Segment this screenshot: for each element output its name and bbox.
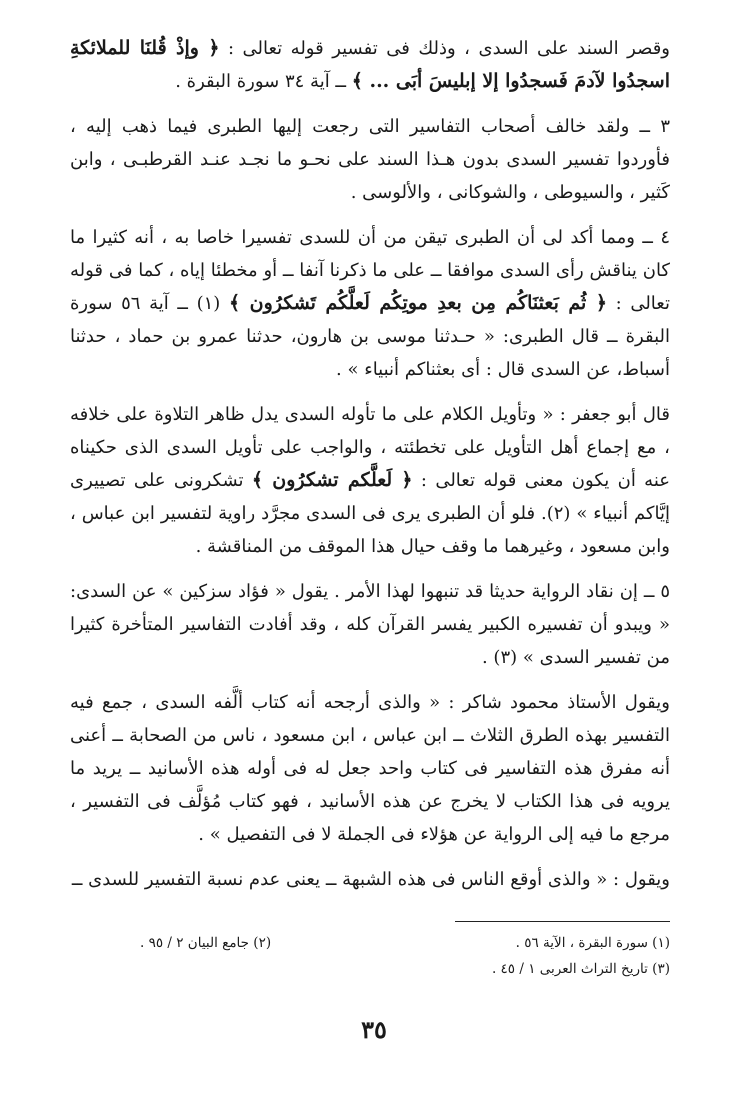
paragraph-text: ٥ ــ إن نقاد الرواية حديثا قد تنبهوا لهذا الأمر . يقول « فؤاد سزكين » عن السدى: « ويبدو أن تفسيره الكبير يفسر القرآن كله ، وقد أفادت التفاسير المتأخرة كثيرا من تفسير السدى » (٣) . [70, 581, 670, 668]
paragraph-5 [70, 575, 670, 674]
quran-verse: ﴿ ثُم بَعثنَاكُم مِن بعدِ موتِكُم لَعلَّكُم تَشكرُون ﴾ [228, 292, 607, 314]
paragraph-text: ويقول الأستاذ محمود شاكر : « والذى أرجحه أنه كتاب ألَّفه السدى ، جمع فيه التفسير بهذه الطرق الثلاث ــ ابن عباس ، ابن مسعود ، ناس من الصحابة ــ أعنى أنه مفرق هذه التفاسير فى كتاب واحد جعل له فى أوله هذه الأسانيد ــ يريد ما يرويه فى هذا الكتاب لا يخرج عن هذه الأسانيد ، فهو كتاب مُؤلَّف فى التفسير ، مرجع ما فيه إلى الرواية عن هؤلاء فى الجملة لا فى التفصيل » . [70, 692, 670, 845]
paragraph-text: قال أبو جعفر : « وتأويل الكلام على ما تأوله السدى يدل ظاهر التلاوة على خلافه ، مع إجماع أهل التأويل على تخطئته ، والواجب على تأويل السدى الذى حكيناه عنه أن يكون معنى قوله تعالى : [70, 404, 670, 491]
footnote-2: (٢) جامع البيان ٢ / ٩٥ . [140, 935, 272, 951]
footnote-row [140, 956, 670, 982]
quran-verse: ﴿ لَعلَّكم تشكرُون ﴾ [251, 469, 413, 491]
paragraph-text: (١) ــ آية ٥٦ سورة البقرة ــ قال الطبرى: « حـدثنا موسى بن هارون، حدثنا عمرو بن حماد ، حدثنا أسباط، عن السدى قال : أى بعثناكم أنبياء » . [70, 293, 670, 380]
footnote-1: (١) سورة البقرة ، الآية ٥٦ . [515, 935, 670, 951]
paragraph-text: ــ آية ٣٤ سورة البقرة . [175, 71, 352, 92]
footnote-divider [455, 921, 670, 922]
paragraph-text: تشكرونى على تصييرى إيَّاكم أنبياء » (٢). فلو أن الطبرى يرى فى السدى مجرَّد راوية لتفسير ابن عباس ، وابن مسعود ، وغيرهما ما وقف حيال هذا الموقف من المناقشة . [70, 470, 670, 557]
paragraph-1 [70, 32, 670, 98]
paragraph-text: ٣ ــ ولقد خالف أصحاب التفاسير التى رجعت إليها الطبرى فيما ذهب إليه ، فأوردوا تفسير السدى بدون هـذا السند على نحـو ما نجـد عنـد القرطبـى ، وابن كَثير ، والسيوطى ، والشوكانى ، والألوسى . [70, 116, 670, 203]
footnote-row [140, 930, 670, 956]
paragraph-6 [70, 686, 670, 851]
paragraph-3 [70, 221, 670, 386]
quran-verse: ﴿ وإذْ قُلنَا للملائكةِ اسجدُوا لآدمَ فَسجدُوا إلا إبليسَ أبَى ... ﴾ [70, 37, 670, 92]
footnote-3: (٣) تاريخ التراث العربى ١ / ٤٥ . [491, 961, 670, 977]
page-number: ٣٥ [361, 1015, 387, 1044]
footnotes [70, 930, 670, 982]
paragraph-2 [70, 110, 670, 209]
paragraph-4 [70, 398, 670, 563]
paragraph-text: وقصر السند على السدى ، وذلك فى تفسير قوله تعالى : [219, 38, 670, 59]
paragraph-text: ويقول : « والذى أوقع الناس فى هذه الشبهة ــ يعنى عدم نسبة التفسير للسدى ــ [71, 869, 670, 890]
paragraph-text: ٤ ــ ومما أكد لى أن الطبرى تيقن من أن للسدى تفسيرا خاصا به ، أنه كثيرا ما كان يناقش رأى السدى موافقا ــ على ما ذكرنا آنفا ــ أو مخطئا إياه ، كما فى قوله تعالى : [70, 227, 670, 314]
paragraph-7 [70, 863, 670, 896]
